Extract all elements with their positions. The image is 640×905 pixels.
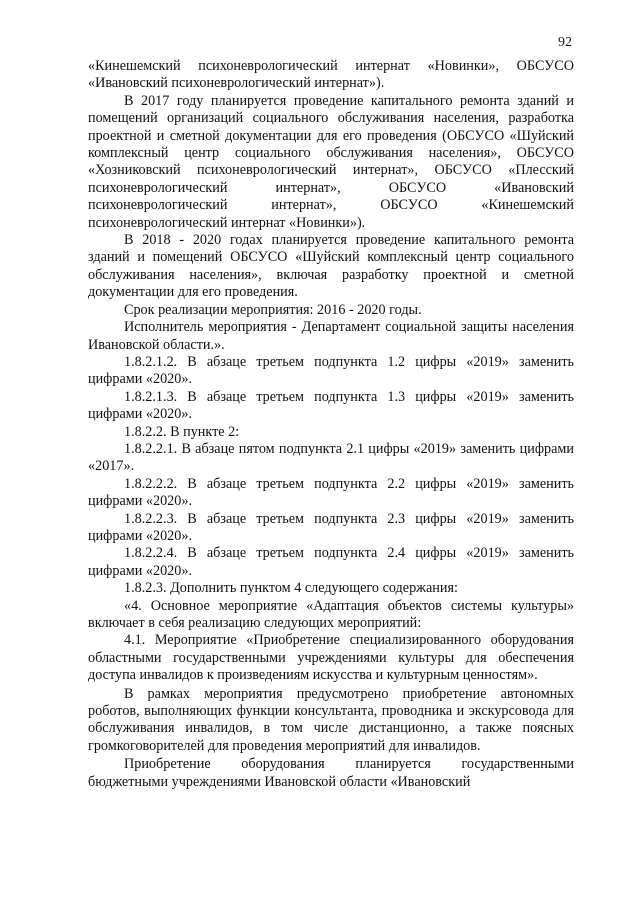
paragraph-8: 1.8.2.2. В пункте 2: — [124, 423, 240, 440]
paragraph-16: В рамках мероприятия предусмотрено приобретение автономных роботов, выполняющих функции консультанта, проводника и экскурсовода для обслуживания инвалидов, в том числе дистанционно, а также поясных громкоговорителей для проведения мероприятий для инвалидов. — [88, 685, 574, 754]
paragraph-9: 1.8.2.2.1. В абзаце пятом подпункта 2.1 цифры «2019» заменить цифрами «2017». — [88, 440, 574, 475]
paragraph-2: В 2017 году планируется проведение капитального ремонта зданий и помещений организаций социального обслуживания населения, разработка проектной и сметной документации для его проведения (ОБСУСО «Шуйский комплексный центр социального обслуживания населения», ОБСУСО «Хозниковский психоневрологический интернат», ОБСУСО «Плесский психоневрологический интернат», ОБСУСО «Ивановский психоневрологический интернат», ОБСУСО «Кинешемский психоневрологический интернат «Новинки»). — [88, 92, 574, 231]
paragraph-10: 1.8.2.2.2. В абзаце третьем подпункта 2.2 цифры «2019» заменить цифрами «2020». — [88, 475, 574, 510]
paragraph-12: 1.8.2.2.4. В абзаце третьем подпункта 2.4 цифры «2019» заменить цифрами «2020». — [88, 545, 574, 579]
paragraph-3: В 2018 - 2020 годах планируется проведение капитального ремонта зданий и помещений ОБСУСО «Шуйский комплексный центр социального обслуживания населения», включая разработку проектной и сметной документации для его проведения. — [88, 232, 574, 301]
paragraph-14: «4. Основное мероприятие «Адаптация объектов системы культуры» включает в себя реализацию следующих мероприятий: — [88, 597, 574, 631]
document-body — [88, 58, 574, 791]
paragraph-4: Срок реализации мероприятия: 2016 - 2020 годы. — [124, 301, 422, 318]
paragraph-13: 1.8.2.3. Дополнить пунктом 4 следующего содержания: — [124, 580, 458, 597]
page-number: 92 — [558, 35, 572, 50]
paragraph-15: 4.1. Мероприятие «Приобретение специализированного оборудования областными государственными учреждениями культуры для обеспечения доступа инвалидов к произведениям искусства и культурным ценностям». — [88, 632, 574, 684]
paragraph-6: 1.8.2.1.2. В абзаце третьем подпункта 1.2 цифры «2019» заменить цифрами «2020». — [88, 353, 574, 388]
paragraph-11: 1.8.2.2.3. В абзаце третьем подпункта 2.3 цифры «2019» заменить цифрами «2020». — [88, 510, 574, 544]
paragraph-7: 1.8.2.1.3. В абзаце третьем подпункта 1.3 цифры «2019» заменить цифрами «2020». — [88, 388, 574, 423]
paragraph-17: Приобретение оборудования планируется государственными бюджетными учреждениями Ивановской области «Ивановский — [88, 756, 574, 790]
paragraph-5: Исполнитель мероприятия - Департамент социальной защиты населения Ивановской области.». — [88, 319, 574, 353]
paragraph-1: «Кинешемский психоневрологический интернат «Новинки», ОБСУСО «Ивановский психоневрологический интернат»). — [88, 58, 574, 92]
